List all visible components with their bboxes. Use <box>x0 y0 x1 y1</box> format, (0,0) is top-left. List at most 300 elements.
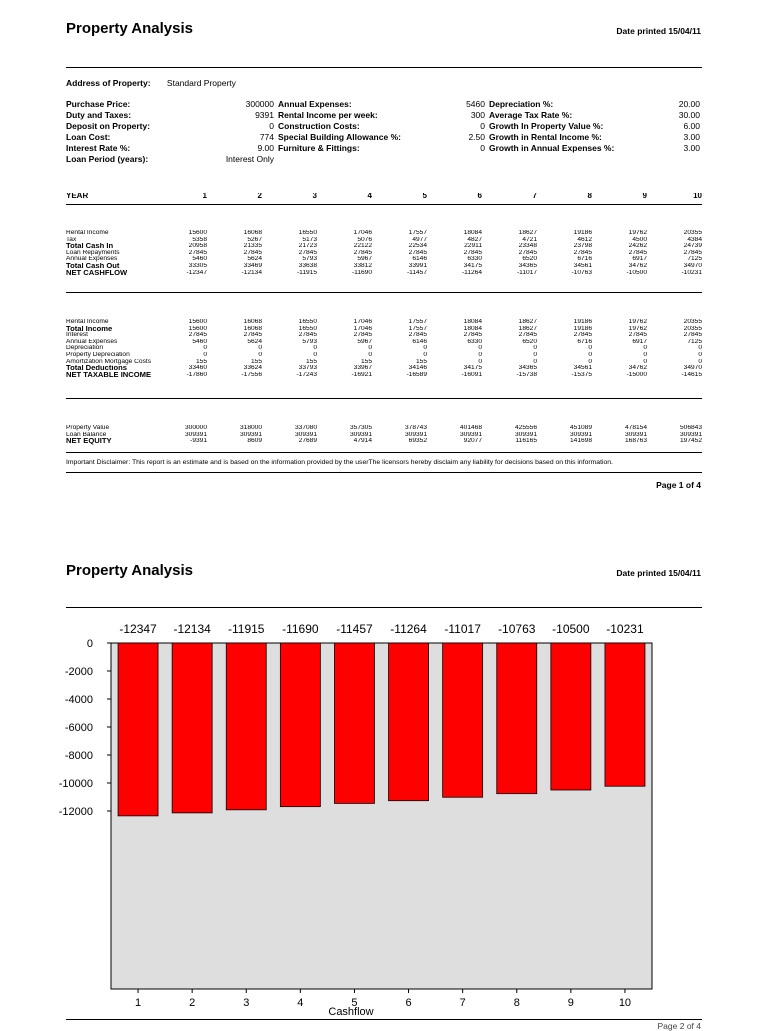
row-label: Annual Expenses <box>66 338 118 345</box>
cell-value: 33638 <box>298 262 317 269</box>
param-label: Depreciation %: <box>489 99 554 109</box>
y-tick-label: -8000 <box>64 750 93 762</box>
bar <box>551 643 591 790</box>
bar-data-label: -10231 <box>606 622 644 636</box>
year-number: 8 <box>587 193 592 200</box>
cell-value: -16589 <box>406 371 427 378</box>
param-label: Loan Cost: <box>66 132 111 142</box>
cell-value: 0 <box>588 345 592 352</box>
cell-value: -9391 <box>190 438 207 445</box>
cell-value: 0 <box>203 345 207 352</box>
taxable-divider <box>66 398 702 399</box>
cell-value: 15600 <box>188 325 207 332</box>
x-tick-label: 2 <box>189 997 196 1009</box>
cell-value: 0 <box>258 345 262 352</box>
table-row <box>66 365 702 372</box>
cell-value: 4721 <box>522 236 537 243</box>
cell-value: 27845 <box>408 249 427 256</box>
cell-value: 17557 <box>408 319 427 325</box>
bar <box>172 643 212 813</box>
cell-value: 27845 <box>463 332 482 339</box>
page-number-page2: Page 2 of 4 <box>657 1021 701 1031</box>
row-label: Property Value <box>66 425 110 431</box>
year-number: 5 <box>422 193 427 200</box>
row-label: Property Depreciation <box>66 351 130 358</box>
year-number: 3 <box>312 193 317 200</box>
bar-data-label: -11457 <box>336 622 373 636</box>
cell-value: 47914 <box>353 438 372 445</box>
cell-value: 155 <box>195 358 207 365</box>
cell-value: 5076 <box>357 236 372 243</box>
cashflow-divider <box>66 292 702 293</box>
table-row <box>66 326 702 333</box>
cell-value: 5793 <box>302 256 317 263</box>
cell-value: -14615 <box>681 371 702 378</box>
cell-value: 20355 <box>683 319 702 325</box>
bar-data-label: -11017 <box>444 622 481 636</box>
cell-value: 27689 <box>298 438 317 445</box>
table-row <box>66 345 702 352</box>
param-value: 6.00 <box>683 121 700 131</box>
cell-value: -17556 <box>241 371 262 378</box>
cell-value: 23348 <box>518 243 537 250</box>
row-label: Loan Repayments <box>66 249 120 256</box>
footer-divider <box>66 472 702 473</box>
cell-value: 309391 <box>404 431 427 438</box>
param-label: Growth in Annual Expenses %: <box>489 143 615 153</box>
y-tick-label: -4000 <box>64 694 93 706</box>
param-value: 300 <box>470 110 485 120</box>
cell-value: 0 <box>258 351 262 358</box>
cell-value: 18627 <box>518 230 537 236</box>
cell-value: 27845 <box>353 249 372 256</box>
cell-value: 18084 <box>463 325 482 332</box>
cell-value: 7125 <box>687 256 702 263</box>
cell-value: -10231 <box>681 269 702 276</box>
bar-data-label: -12134 <box>173 622 211 636</box>
y-tick-label: -6000 <box>64 722 93 734</box>
table-row <box>66 372 702 379</box>
cell-value: -17243 <box>296 371 317 378</box>
row-label: Tax <box>66 236 77 243</box>
cell-value: -12347 <box>186 269 207 276</box>
parameters-table <box>66 99 700 165</box>
cell-value: 0 <box>423 351 427 358</box>
cell-value: 197452 <box>679 438 702 445</box>
y-tick-label: 0 <box>86 638 93 650</box>
cell-value: 19762 <box>628 325 647 332</box>
cell-value: 27845 <box>298 332 317 339</box>
bar-data-label: -10500 <box>552 622 590 636</box>
row-label: NET EQUITY <box>66 438 112 445</box>
cell-value: 6716 <box>577 338 592 345</box>
table-row <box>66 339 702 346</box>
cell-value: 5358 <box>192 236 207 243</box>
row-label: Annual Expenses <box>66 256 118 263</box>
cell-value: 22122 <box>353 243 372 250</box>
report-title-page2: Property Analysis <box>66 562 193 579</box>
cell-value: 19762 <box>628 319 647 325</box>
cell-value: -17860 <box>186 371 207 378</box>
footer-divider-page2 <box>66 1019 702 1020</box>
cell-value: 357305 <box>349 425 372 431</box>
table-row <box>66 319 702 326</box>
cell-value: 34762 <box>628 262 647 269</box>
param-value: 0 <box>269 121 274 131</box>
cell-value: 478154 <box>624 425 647 431</box>
cell-value: 7125 <box>687 338 702 345</box>
cell-value: 33305 <box>188 262 207 269</box>
row-label: Depreciation <box>66 345 104 352</box>
cell-value: 8609 <box>247 438 262 445</box>
param-value: 20.00 <box>678 99 700 109</box>
cell-value: 34146 <box>408 365 427 372</box>
cell-value: 34365 <box>518 365 537 372</box>
param-value <box>428 154 485 165</box>
cell-value: 401468 <box>459 425 482 431</box>
cell-value: 5460 <box>192 338 207 345</box>
cell-value: 116165 <box>515 438 537 445</box>
cell-value: 5267 <box>247 236 262 243</box>
cell-value: 34561 <box>573 262 592 269</box>
cell-value: 16550 <box>298 319 317 325</box>
cell-value: 309391 <box>184 431 207 438</box>
cell-value: 309391 <box>349 431 372 438</box>
cell-value: 337080 <box>294 425 317 431</box>
param-label: Rental Income per week: <box>278 110 378 120</box>
cell-value: 4612 <box>577 236 592 243</box>
cell-value: 0 <box>588 351 592 358</box>
cell-value: 27845 <box>408 332 427 339</box>
cell-value: 17046 <box>353 230 372 236</box>
cell-value: 27845 <box>188 249 207 256</box>
table-row <box>66 438 702 445</box>
cell-value: 15600 <box>188 230 207 236</box>
bar-data-label: -11264 <box>390 622 427 636</box>
x-tick-label: 3 <box>243 997 250 1009</box>
table-row <box>66 250 702 257</box>
cell-value: 141698 <box>569 438 592 445</box>
table-row <box>66 230 702 237</box>
cell-value: 33967 <box>353 365 372 372</box>
cell-value: 17557 <box>408 230 427 236</box>
table-row <box>66 237 702 244</box>
cell-value: 0 <box>313 345 317 352</box>
report-title: Property Analysis <box>66 20 193 37</box>
cell-value: 24739 <box>683 243 702 250</box>
page-number: Page 1 of 4 <box>656 480 701 490</box>
row-label: Total Cash Out <box>66 262 120 270</box>
param-label: Loan Period (years): <box>66 154 149 164</box>
cell-value: 5624 <box>247 256 262 263</box>
x-tick-label: 6 <box>405 997 412 1009</box>
x-tick-label: 5 <box>351 997 358 1009</box>
cell-value: 300000 <box>184 425 207 431</box>
cell-value: 34970 <box>683 365 702 372</box>
bar <box>280 643 320 807</box>
cell-value: 17046 <box>353 319 372 325</box>
cell-value: 309391 <box>514 431 537 438</box>
table-row <box>66 270 702 277</box>
cell-value: 19186 <box>573 230 592 236</box>
cell-value: -11915 <box>296 269 317 276</box>
cell-value: 27845 <box>353 332 372 339</box>
table-row <box>66 256 702 263</box>
cell-value: 18084 <box>463 230 482 236</box>
cell-value: 19762 <box>628 230 647 236</box>
header-divider <box>66 67 702 68</box>
cell-value: 4384 <box>687 236 702 243</box>
cell-value: -12134 <box>241 269 262 276</box>
table-row <box>66 359 702 366</box>
cell-value: 6146 <box>412 256 427 263</box>
cell-value: 309391 <box>679 431 702 438</box>
cell-value: 27845 <box>298 249 317 256</box>
row-label: Rental Income <box>66 319 109 325</box>
cell-value: 0 <box>643 358 647 365</box>
y-tick-label: -10000 <box>58 778 93 790</box>
cell-value: -10500 <box>626 269 647 276</box>
cell-value: 34175 <box>463 365 482 372</box>
cell-value: 155 <box>305 358 317 365</box>
cell-value: 0 <box>478 351 482 358</box>
cell-value: 6520 <box>522 256 537 263</box>
cell-value: 27845 <box>683 249 702 256</box>
cell-value: 0 <box>313 351 317 358</box>
cell-value: 22911 <box>464 243 482 250</box>
cell-value: 155 <box>360 358 372 365</box>
cell-value: 6146 <box>412 338 427 345</box>
year-divider <box>66 204 702 205</box>
cell-value: 33460 <box>188 365 207 372</box>
cell-value: 451089 <box>569 425 592 431</box>
disclaimer: Important Disclaimer: This report is an estimate and is based on the information provided by the userThe licensors hereby disclaim any liability for decisions based on this information. <box>66 459 613 466</box>
cell-value: -11457 <box>406 269 427 276</box>
cell-value: 18627 <box>518 319 537 325</box>
cell-value: 6330 <box>467 256 482 263</box>
cell-value: 21723 <box>298 243 317 250</box>
cell-value: 34762 <box>628 365 647 372</box>
cell-value: 19186 <box>573 325 592 332</box>
year-number: 10 <box>693 193 702 200</box>
cell-value: 27845 <box>188 332 207 339</box>
cell-value: 27845 <box>243 332 262 339</box>
cell-value: -11264 <box>461 269 482 276</box>
table-row <box>66 425 702 432</box>
param-value: 0 <box>480 121 485 131</box>
row-label: Total Deductions <box>66 365 128 372</box>
cell-value: 20355 <box>683 230 702 236</box>
cell-value: -15375 <box>571 371 592 378</box>
cell-value: 6917 <box>632 256 647 263</box>
taxable-income-table <box>66 319 702 378</box>
param-value: 774 <box>259 132 274 142</box>
year-header <box>66 193 702 200</box>
equity-divider <box>66 452 702 453</box>
param-value: 9.00 <box>257 143 274 153</box>
y-tick-label: -2000 <box>64 666 93 678</box>
year-number: 2 <box>257 193 262 200</box>
cell-value: 33991 <box>408 262 427 269</box>
cashflow-table <box>66 230 702 276</box>
param-value: 3.00 <box>683 143 700 153</box>
cell-value: 16550 <box>298 325 317 332</box>
bar-data-label: -11915 <box>228 622 265 636</box>
cell-value: 5460 <box>192 256 207 263</box>
cell-value: 20355 <box>683 325 702 332</box>
cell-value: -10763 <box>571 269 592 276</box>
x-tick-label: 8 <box>513 997 520 1009</box>
cell-value: 33624 <box>243 365 262 372</box>
param-label: Furniture & Fittings: <box>278 143 360 153</box>
cell-value: 17557 <box>408 325 427 332</box>
cell-value: 155 <box>250 358 262 365</box>
cell-value: 309391 <box>459 431 482 438</box>
param-value: 30.00 <box>678 110 700 120</box>
param-label: Annual Expenses: <box>278 99 352 109</box>
param-label: Growth In Property Value %: <box>489 121 604 131</box>
cell-value: 33469 <box>243 262 262 269</box>
cell-value: 0 <box>643 345 647 352</box>
address-value: Standard Property <box>166 78 236 88</box>
cell-value: 34175 <box>463 262 482 269</box>
cell-value: 15600 <box>188 319 207 325</box>
year-number: 1 <box>202 193 207 200</box>
equity-table <box>66 425 702 445</box>
cell-value: 19186 <box>573 319 592 325</box>
year-label: YEAR <box>66 193 89 200</box>
cell-value: -11017 <box>516 269 537 276</box>
cell-value: 506843 <box>679 425 702 431</box>
param-value: 0 <box>480 143 485 153</box>
param-value: 3.00 <box>683 132 700 142</box>
cell-value: 309391 <box>294 431 317 438</box>
x-tick-label: 9 <box>567 997 574 1009</box>
row-label: Interest <box>66 332 88 339</box>
y-tick-label: -12000 <box>58 806 93 818</box>
cell-value: 16068 <box>243 319 262 325</box>
cell-value: 4500 <box>632 236 647 243</box>
bar <box>497 643 537 794</box>
cell-value: 0 <box>533 358 537 365</box>
x-tick-label: 7 <box>459 997 466 1009</box>
cell-value: 27845 <box>463 249 482 256</box>
cell-value: 69352 <box>408 438 427 445</box>
cell-value: 22534 <box>408 243 427 250</box>
row-label: Loan Balance <box>66 431 107 438</box>
address-label: Address of Property: <box>66 78 151 88</box>
table-row <box>66 332 702 339</box>
year-number: 6 <box>477 193 482 200</box>
row-label: Total Cash In <box>66 243 114 250</box>
cell-value: 378743 <box>404 425 427 431</box>
bar <box>443 643 483 797</box>
cell-value: 6917 <box>632 338 647 345</box>
cell-value: 5624 <box>247 338 262 345</box>
cell-value: 4827 <box>467 236 482 243</box>
cell-value: 23798 <box>573 243 592 250</box>
cell-value: 33812 <box>353 262 372 269</box>
cell-value: -11690 <box>351 269 372 276</box>
cell-value: 0 <box>368 351 372 358</box>
cell-value: 6520 <box>522 338 537 345</box>
bar <box>605 643 645 786</box>
cell-value: 309391 <box>239 431 262 438</box>
x-axis-label: Cashflow <box>328 1006 374 1018</box>
cell-value: 0 <box>423 345 427 352</box>
cell-value: 21335 <box>243 243 262 250</box>
bar-data-label: -10763 <box>498 622 536 636</box>
bar <box>226 643 266 810</box>
cell-value: 0 <box>698 345 702 352</box>
cell-value: 0 <box>533 351 537 358</box>
cell-value: 309391 <box>569 431 592 438</box>
cell-value: 20958 <box>188 243 207 250</box>
param-value: 300000 <box>245 99 274 109</box>
cell-value: 16068 <box>243 325 262 332</box>
param-label: Deposit on Property: <box>66 121 151 131</box>
param-label: Purchase Price: <box>66 99 131 109</box>
cell-value: 0 <box>478 358 482 365</box>
cell-value: 318000 <box>239 425 262 431</box>
param-value: Interest Only <box>225 154 274 164</box>
cell-value: 5173 <box>302 236 317 243</box>
x-tick-label: 1 <box>134 997 142 1009</box>
cell-value: 27845 <box>518 332 537 339</box>
param-value: 5460 <box>466 99 485 109</box>
date-printed-page2: Date printed 15/04/11 <box>616 568 701 578</box>
bar <box>118 643 158 816</box>
param-value: 9391 <box>255 110 274 120</box>
param-label: Duty and Taxes: <box>66 110 132 120</box>
param-label <box>278 154 428 165</box>
cell-value: 0 <box>368 345 372 352</box>
cell-value: 16068 <box>243 230 262 236</box>
cell-value: 16550 <box>298 230 317 236</box>
year-number: 9 <box>642 193 647 200</box>
param-label: Growth in Rental Income %: <box>489 132 602 142</box>
param-label: Special Building Allowance %: <box>278 132 401 142</box>
cell-value: 0 <box>588 358 592 365</box>
cell-value: -16921 <box>351 371 372 378</box>
cell-value: 155 <box>415 358 427 365</box>
year-number: 7 <box>532 193 537 200</box>
cell-value: 6330 <box>467 338 482 345</box>
cell-value: 17046 <box>353 325 372 332</box>
cell-value: 92077 <box>463 438 482 445</box>
bar-data-label: -12347 <box>119 622 157 636</box>
year-number: 4 <box>367 193 372 200</box>
cell-value: 6716 <box>577 256 592 263</box>
row-label: Rental Income <box>66 230 109 236</box>
cell-value: 34970 <box>683 262 702 269</box>
cell-value: 27845 <box>628 332 647 339</box>
cell-value: 0 <box>698 351 702 358</box>
cell-value: 18084 <box>463 319 482 325</box>
cell-value: 27845 <box>243 249 262 256</box>
row-label: NET TAXABLE INCOME <box>66 371 152 379</box>
table-row <box>66 263 702 270</box>
cell-value: 18627 <box>518 325 537 332</box>
cell-value: 0 <box>643 351 647 358</box>
bar-data-label: -11690 <box>282 622 319 636</box>
cell-value: 27845 <box>573 332 592 339</box>
cell-value: 0 <box>533 345 537 352</box>
param-label <box>489 154 639 165</box>
cell-value: 168763 <box>624 438 647 445</box>
cell-value: 425556 <box>514 425 537 431</box>
row-label: Total Income <box>66 325 113 333</box>
